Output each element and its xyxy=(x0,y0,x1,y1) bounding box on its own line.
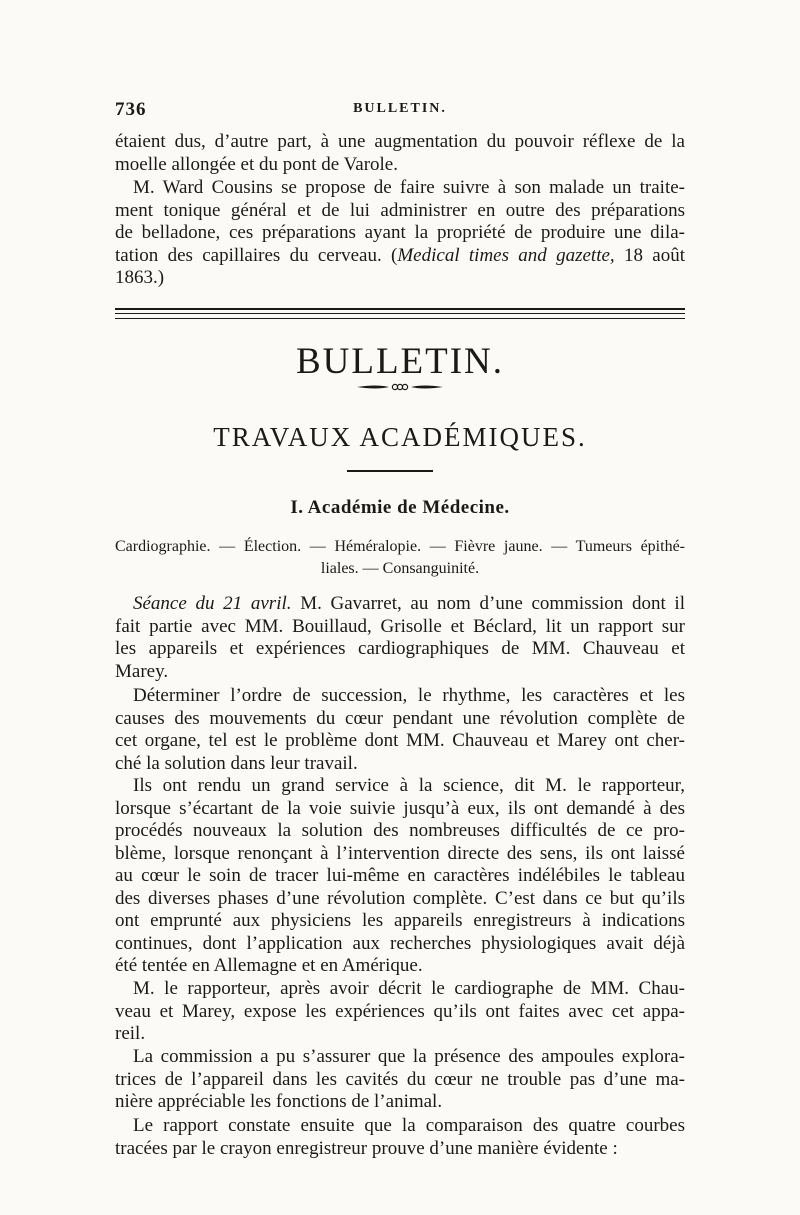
text-line: ont emprunté aux physiciens les appareils enregistreurs à indications xyxy=(115,910,685,931)
summary-topics xyxy=(115,536,685,580)
summary-line: Cardiographie. — Élection. — Héméralopie. — Fièvre jaune. — Tumeurs épithé- xyxy=(115,538,685,555)
paragraph-service xyxy=(115,775,685,978)
paragraph-continuation xyxy=(115,131,685,176)
section-rule xyxy=(115,318,685,319)
text-line: reil. xyxy=(115,1023,146,1044)
subsection-title-academie: I. Académie de Médecine. xyxy=(290,497,510,518)
short-rule xyxy=(347,470,433,472)
text-line: M. le rapporteur, après avoir décrit le cardiographe de MM. Chau- xyxy=(133,978,685,999)
text-line: des diverses phases d’une révolution complète. C’est dans ce but qu’ils xyxy=(115,887,685,909)
text-fragment: tation des capillaires du cerveau. xyxy=(115,244,382,266)
section-title-bulletin: BULLETIN. xyxy=(295,341,505,382)
page-number: 736 xyxy=(115,99,147,120)
text-line: ché la solution dans leur travail. xyxy=(115,752,358,774)
text-line: été tentée en Allemagne et en Amérique. xyxy=(115,955,423,976)
paragraph-seance xyxy=(115,593,685,683)
text-line: cet organe, tel est le problème dont MM. Chauveau et Marey ont cher- xyxy=(115,730,685,751)
text-line: nière appréciable les fonctions de l’animal. xyxy=(115,1091,443,1112)
text-line: Marey. xyxy=(115,660,169,682)
ornament-divider xyxy=(355,382,445,392)
text-line: au cœur le soin de tracer lui-même en caractères indélébiles le tableau xyxy=(115,865,685,886)
text-line: Déterminer l’ordre de succession, le rhythme, les caractères et les xyxy=(133,685,685,706)
text-line xyxy=(115,593,685,616)
text-line: moelle allongée et du pont de Varole. xyxy=(115,153,398,175)
text-line: fait partie avec MM. Bouillaud, Grisolle et Béclard, lit un rapport sur xyxy=(115,615,685,637)
text-line: les appareils et expériences cardiographiques de MM. Chauveau et xyxy=(115,638,685,659)
section-title-travaux: TRAVAUX ACADÉMIQUES. xyxy=(213,422,587,452)
text-line: de belladone, ces préparations ayant la propriété de produire une dila- xyxy=(115,222,685,243)
paragraph-ward-cousins xyxy=(115,177,685,290)
citation-open: ( xyxy=(391,244,398,266)
citation-year: 1863.) xyxy=(115,267,165,288)
citation-journal: Medical times and gazette, xyxy=(397,244,615,266)
paragraph-commission xyxy=(115,1046,685,1114)
text-line: continues, dont l’application aux recherches physiologiques avait déjà xyxy=(115,932,685,954)
seance-date: Séance du 21 avril. xyxy=(133,593,292,614)
text-line: trices de l’appareil dans les cavités du cœur ne trouble pas d’une ma- xyxy=(115,1068,685,1090)
text-line: blème, lorsque renonçant à l’intervention directe des sens, ils ont laissé xyxy=(115,842,685,864)
text-line: M. Ward Cousins se propose de faire suivre à son malade un traite- xyxy=(133,177,685,198)
text-line: Ils ont rendu un grand service à la science, dit M. le rapporteur, xyxy=(133,775,685,796)
text-line: lorsque s’écartant de la voie suivie jusqu’à eux, ils ont demandé à des xyxy=(115,797,685,819)
text-line: veau et Marey, expose les expériences qu’ils ont faites avec cet appa- xyxy=(115,1000,685,1022)
paragraph-rapport xyxy=(115,1115,685,1160)
text-line: ment tonique général et de lui administrer en outre des préparations xyxy=(115,199,685,221)
running-title: BULLETIN. xyxy=(353,101,447,116)
text-line: La commission a pu s’assurer que la présence des ampoules explora- xyxy=(133,1046,685,1067)
citation-date: 18 août xyxy=(614,244,686,266)
summary-line: liales. — Consanguinité. xyxy=(320,560,480,577)
text-fragment: M. Gavarret, au nom d’une commission dont il xyxy=(291,593,685,614)
text-line: Le rapport constate ensuite que la comparaison des quatre courbes xyxy=(133,1115,685,1136)
text-line xyxy=(115,245,685,268)
text-line: étaient dus, d’autre part, à une augmentation du pouvoir réflexe de la xyxy=(115,131,685,152)
text-line: causes des mouvements du cœur pendant une révolution complète de xyxy=(115,707,685,729)
paragraph-determiner xyxy=(115,685,685,775)
text-line: procédés nouveaux la solution des nombreuses difficultés de ce pro- xyxy=(115,820,685,841)
text-line: tracées par le crayon enregistreur prouve d’une manière évidente : xyxy=(115,1137,618,1159)
section-double-rule xyxy=(115,308,685,314)
paragraph-rapporteur xyxy=(115,978,685,1046)
running-head xyxy=(115,99,685,123)
